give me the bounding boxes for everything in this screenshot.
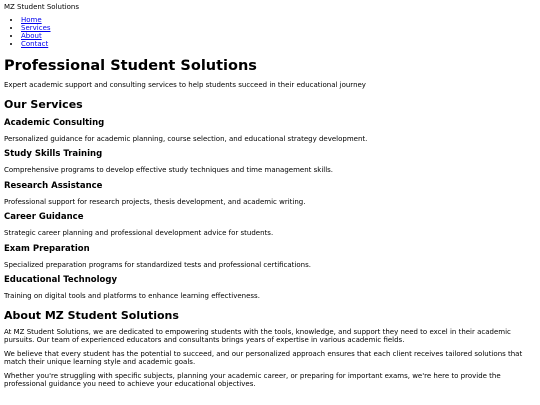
about-body xyxy=(4,328,536,389)
nav-list xyxy=(4,16,536,48)
about-heading: About MZ Student Solutions xyxy=(4,308,179,322)
service-description: Training on digital tools and platforms to enhance learning effectiveness. xyxy=(4,292,260,301)
site-header xyxy=(4,3,536,48)
services-section xyxy=(4,98,536,301)
service-item xyxy=(4,149,536,175)
main-nav xyxy=(4,16,536,48)
service-item xyxy=(4,212,536,238)
service-item xyxy=(4,181,536,207)
site-brand: MZ Student Solutions xyxy=(4,3,80,11)
about-section xyxy=(4,309,536,389)
service-description: Strategic career planning and professional development advice for students. xyxy=(4,229,274,238)
service-description: Personalized guidance for academic planning, course selection, and educational strategy development. xyxy=(4,134,368,143)
service-title: Study Skills Training xyxy=(4,149,103,160)
about-paragraph: We believe that every student has the potential to succeed, and our personalized approach ensures that each client receives tailored solutions that match their unique learning style and academic goals. xyxy=(4,349,523,367)
service-title: Educational Technology xyxy=(4,275,117,286)
about-paragraph: At MZ Student Solutions, we are dedicated to empowering students with the tools, knowledge, and support they need to excel in their academic pursuits. Our team of experienced educators and consultants brings years of expertise in various academic fields. xyxy=(4,327,511,345)
service-item xyxy=(4,275,536,301)
service-item xyxy=(4,244,536,270)
service-title: Academic Consulting xyxy=(4,117,105,128)
nav-item-home xyxy=(21,16,536,24)
nav-item-contact xyxy=(21,40,536,48)
service-description: Comprehensive programs to develop effective study techniques and time management skills. xyxy=(4,166,334,175)
nav-link-about[interactable]: About xyxy=(21,32,42,41)
service-title: Career Guidance xyxy=(4,212,84,223)
service-description: Specialized preparation programs for standardized tests and professional certifications. xyxy=(4,260,311,269)
service-title: Research Assistance xyxy=(4,180,103,191)
nav-link-home[interactable]: Home xyxy=(21,16,42,25)
about-paragraph: Whether you're struggling with specific subjects, planning your academic career, or preparing for important exams, we're here to provide the professional guidance you need to achieve your educational objectives. xyxy=(4,371,501,389)
nav-link-contact[interactable]: Contact xyxy=(21,40,49,49)
service-item xyxy=(4,118,536,144)
services-heading: Our Services xyxy=(4,97,83,111)
page-title: Professional Student Solutions xyxy=(4,58,257,75)
nav-link-services[interactable]: Services xyxy=(21,24,51,33)
hero-section xyxy=(4,57,536,90)
service-description: Professional support for research projects, thesis development, and academic writing. xyxy=(4,197,306,206)
service-title: Exam Preparation xyxy=(4,243,90,254)
hero-subtitle: Expert academic support and consulting services to help students succeed in their educational journey xyxy=(4,81,366,90)
page xyxy=(4,3,536,389)
nav-item-services xyxy=(21,24,536,32)
nav-item-about xyxy=(21,32,536,40)
